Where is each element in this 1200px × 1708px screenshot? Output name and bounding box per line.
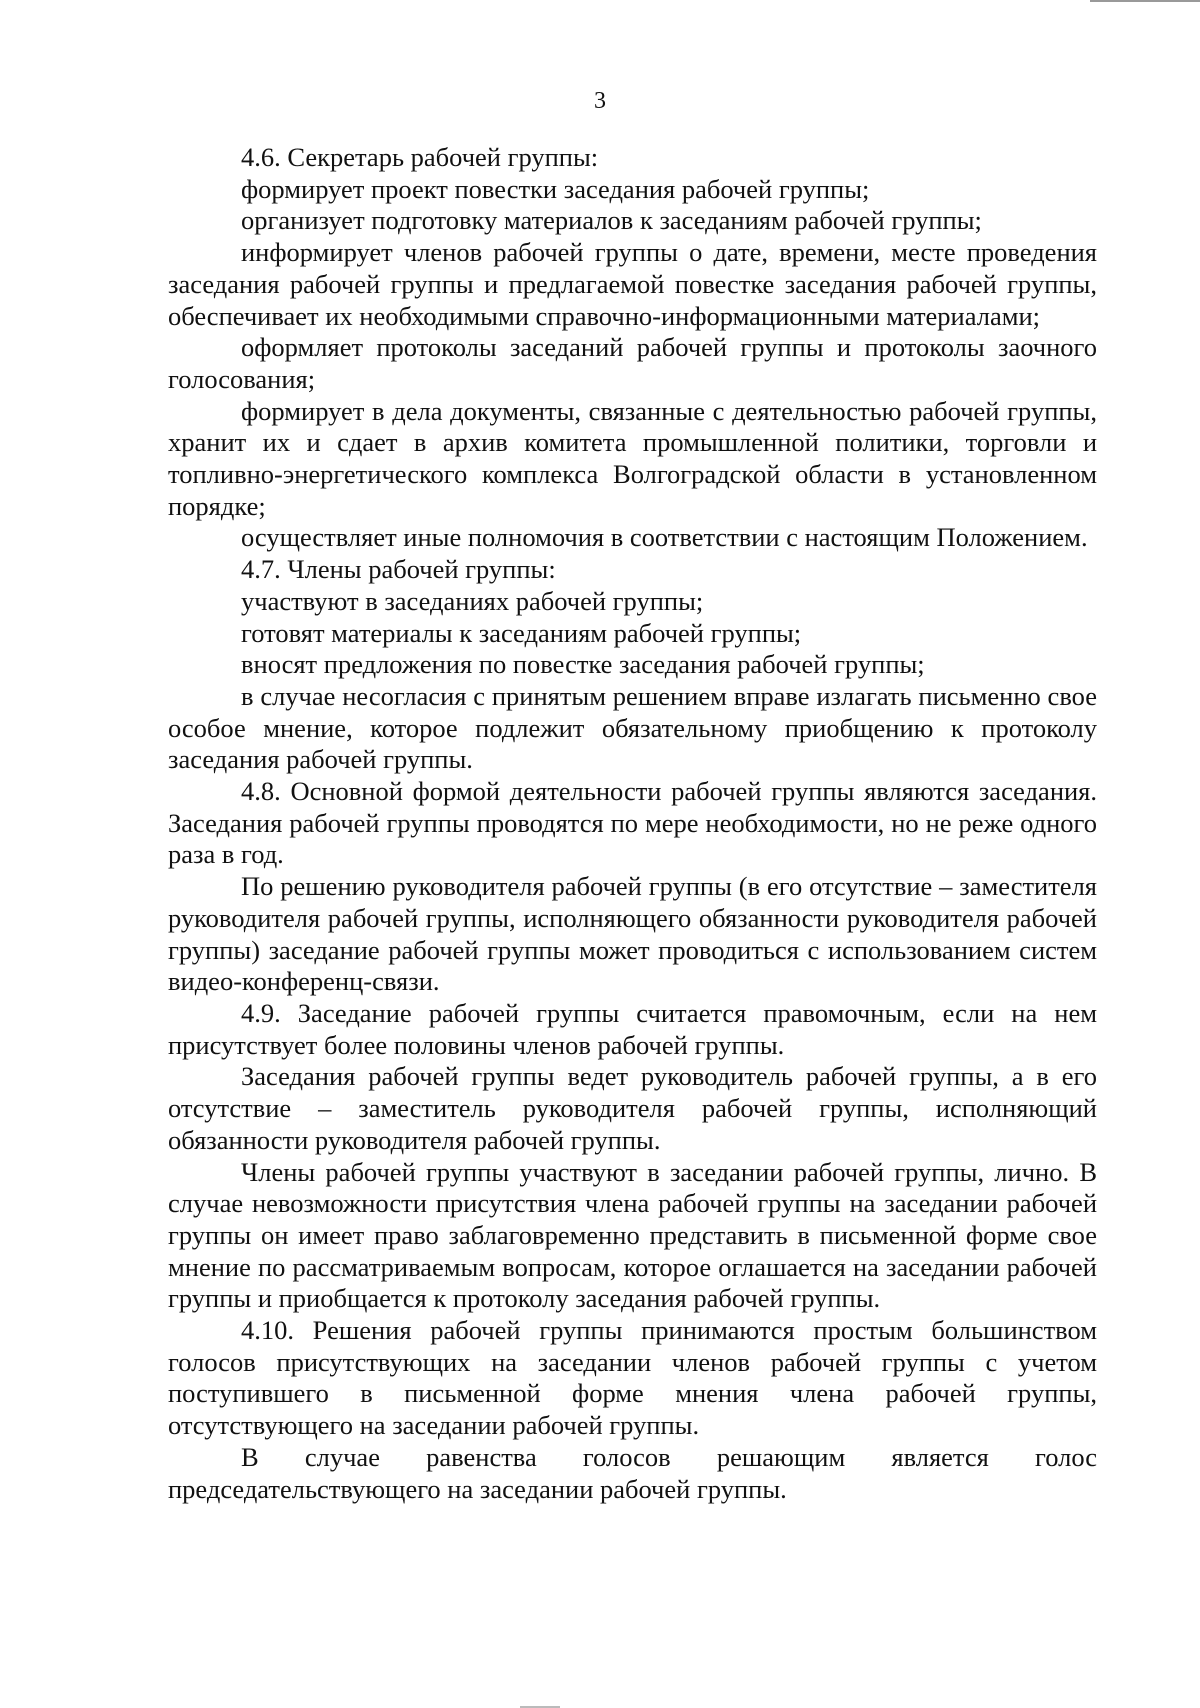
scan-edge-line xyxy=(1090,0,1200,2)
document-body xyxy=(168,142,1097,1505)
section-paragraph-4-10: 4.10. Решения рабочей группы принимаются простым большинством голосов присутствующих на заседании членов рабочей группы с учетом поступившего в письменной форме мнения члена рабочей группы, отсутствующего на заседании рабочей группы. xyxy=(168,1315,1097,1441)
section-paragraph-4-9: 4.9. Заседание рабочей группы считается правомочным, если на нем присутствует более половины членов рабочей группы. xyxy=(168,997,1097,1060)
list-item: организует подготовку материалов к заседаниям рабочей группы; xyxy=(241,205,982,236)
paragraph: Заседания рабочей группы ведет руководитель рабочей группы, а в его отсутствие – заместитель руководителя рабочей группы, исполняющий обязанности руководителя рабочей группы. xyxy=(168,1061,1097,1155)
paragraph: По решению руководителя рабочей группы (в его отсутствие – заместителя руководителя рабочей группы, исполняющего обязанности руководителя рабочей группы) заседание рабочей группы может проводиться с использованием систем видео-конференц-связи. xyxy=(168,871,1097,997)
paragraph: Члены рабочей группы участвуют в заседании рабочей группы, лично. В случае невозможности присутствия члена рабочей группы на заседании рабочей группы он имеет право заблаговременно представить в письменной форме свое мнение по рассматриваемым вопросам, которое оглашается на заседании рабочей группы и приобщается к протоколу заседания рабочей группы. xyxy=(168,1156,1097,1314)
section-paragraph-4-8: 4.8. Основной формой деятельности рабочей группы являются заседания. Заседания рабочей группы проводятся по мере необходимости, но не реже одного раза в год. xyxy=(168,776,1097,870)
list-item: формирует проект повестки заседания рабочей группы; xyxy=(241,173,870,204)
paragraph: В случае равенства голосов решающим является голос председательствующего на заседании рабочей группы. xyxy=(168,1441,1097,1504)
list-item: информирует членов рабочей группы о дате, времени, месте проведения заседания рабочей группы и предлагаемой повестке заседания рабочей группы, обеспечивает их необходимыми справочно-информационными материалами; xyxy=(168,237,1097,331)
list-item: готовят материалы к заседаниям рабочей группы; xyxy=(241,617,802,648)
list-item: формирует в дела документы, связанные с деятельностью рабочей группы, хранит их и сдает в архив комитета промышленной политики, торговли и топливно-энергетического комплекса Волгоградской области в установленном порядке; xyxy=(168,395,1097,521)
section-heading-4-7: 4.7. Члены рабочей группы: xyxy=(241,554,556,585)
list-item: в случае несогласия с принятым решением вправе излагать письменно свое особое мнение, которое подлежит обязательному приобщению к протоколу заседания рабочей группы. xyxy=(168,680,1097,775)
page-number: 3 xyxy=(594,88,606,114)
section-heading-4-6: 4.6. Секретарь рабочей группы: xyxy=(241,142,599,172)
list-item: оформляет протоколы заседаний рабочей группы и протоколы заочного голосования; xyxy=(168,332,1097,394)
list-item: участвуют в заседаниях рабочей группы; xyxy=(241,585,704,616)
list-item: осуществляет иные полномочия в соответствии с настоящим Положением. xyxy=(241,522,1088,553)
list-item: вносят предложения по повестке заседания рабочей группы; xyxy=(241,649,925,680)
